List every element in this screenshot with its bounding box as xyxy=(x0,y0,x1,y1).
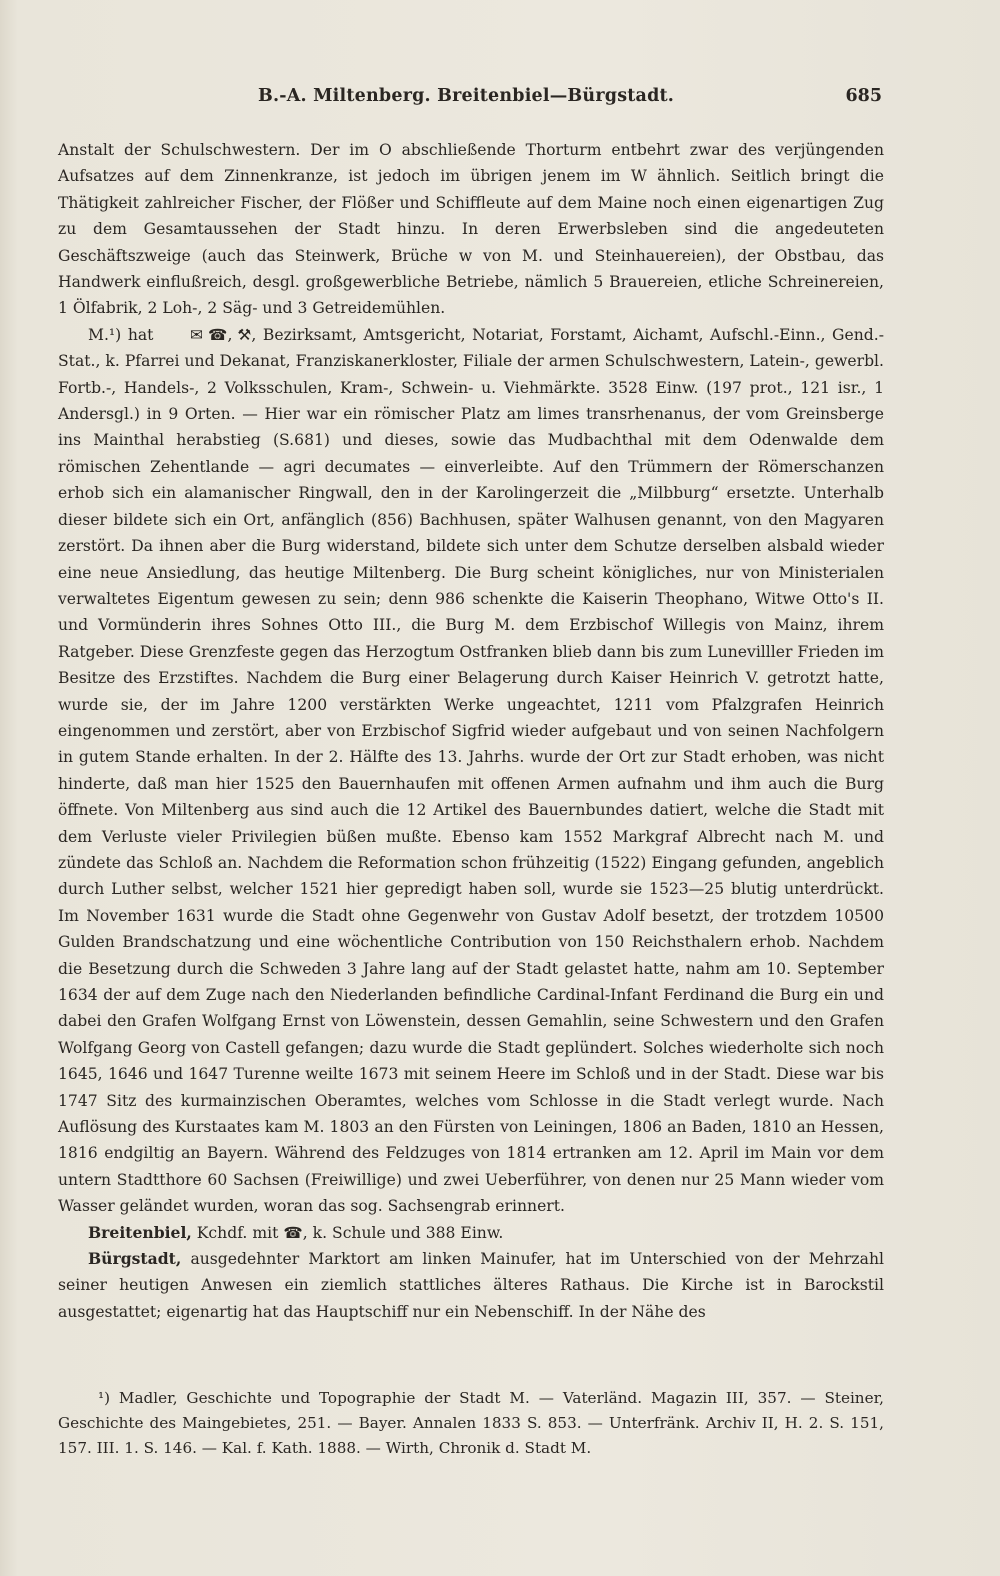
place-name-breitenbiel: Breitenbiel, xyxy=(88,1222,192,1242)
place-name-buergstadt: Bürgstadt, xyxy=(88,1249,182,1269)
footnotes xyxy=(58,1386,884,1461)
paragraph-body: Bezirksamt, Amtsgericht, Notariat, Forstamt, Aichamt, Aufschl.-Einn., Gend.-Stat., k. Pfarrei und Dekanat, Franziskanerkloster, Filiale der armen Schulschwestern, Latein-, gewerbl. Fortb.-, Handels-, 2 Volksschulen, Kram-, Schwein- u. Viehmärkte. 3528 Einw. (197 prot., 121 isr., 1 Andersgl.) in 9 Orten. — Hier war ein römischer Platz am limes transrhenanus, der vom Greinsberge ins Mainthal herabstieg (S.681) und dieses, sowie das Mudbachthal mit dem Odenwalde dem römischen Zehentlande — agri decumates — einverleibte. Auf den Trümmern der Römerschanzen erhob sich ein alamanischer Ringwall, den in der Karolingerzeit die „Milbburg“ ersetzte. Unterhalb dieser bildete sich ein Ort, anfänglich (856) Bachhusen, später Walhusen genannt, von den Magyaren zerstört. Da ihnen aber die Burg widerstand, bildete sich unter dem Schutze derselben alsbald wieder eine neue Ansiedlung, das heutige Miltenberg. Die Burg scheint königliches, nur von Ministerialen verwaltetes Eigentum gewesen zu sein; denn 986 schenkte die Kaiserin Theophano, Witwe Otto's II. und Vormünderin ihres Sohnes Otto III., die Burg M. dem Erzbischof Willegis von Mainz, ihrem Ratgeber. Diese Grenzfeste gegen das Herzogtum Ostfranken blieb dann bis zum Lunevilller Frieden im Besitze des Erzstiftes. Nachdem die Burg einer Belagerung durch Kaiser Heinrich V. getrotzt hatte, wurde sie, der im Jahre 1200 verstärkten Werke ungeachtet, 1211 vom Pfalzgrafen Heinrich eingenommen und zerstört, aber von Erzbischof Sigfrid wieder aufgebaut und von seinen Nachfolgern in gutem Stande erhalten. In der 2. Hälfte des 13. Jahrhs. wurde der Ort zur Stadt erhoben, was nicht hinderte, daß man hier 1525 den Bauernhaufen mit offenen Armen aufnahm und ihm auch die Burg öffnete. Von Miltenberg aus sind auch die 12 Artikel des Bauernbundes datiert, welche die Stadt mit dem Verluste vieler Privilegien büßen mußte. Ebenso kam 1552 Markgraf Albrecht nach M. und zündete das Schloß an. Nachdem die Reformation schon frühzeitig (1522) Eingang gefunden, angeblich durch Luther selbst, welcher 1521 hier gepredigt haben soll, wurde sie 1523—25 blutig unterdrückt. Im November 1631 wurde die Stadt ohne Gegenwehr von Gustav Adolf besetzt, der trotzdem 10500 Gulden Brandschatzung und eine wöchentliche Contribution von 150 Reichsthalern erhob. Nachdem die Besetzung durch die Schweden 3 Jahre lang auf der Stadt gelastet hatte, nahm am 10. September 1634 der auf dem Zuge nach den Niederlanden befindliche Cardinal-Infant Ferdinand die Burg ein und dabei den Grafen Wolfgang Ernst von Löwenstein, dessen Gemahlin, seine Schwestern und den Grafen Wolfgang Georg von Castell gefangen; dazu wurde die Stadt geplündert. Solches wiederholte sich noch 1645, 1646 und 1647 Turenne weilte 1673 mit seinem Heere im Schloß und in der Stadt. Diese war bis 1747 Sitz des kurmainzischen Oberamtes, welches vom Schlosse in die Stadt verlegt wurde. Nach Auflösung des Kurstaates kam M. 1803 an den Fürsten von Leiningen, 1806 an Baden, 1810 an Hessen, 1816 endgiltig an Bayern. Während des Feldzuges von 1814 ertranken am 12. April im Main vor dem untern Stadtthore 60 Sachsen (Freiwillige) und zwei Ueberführer, von denen nur 25 Mann wieder vom Wasser geländet wurden, woran das sog. Sachsengrab erinnert. xyxy=(58,325,884,1216)
running-head: B.-A. Miltenberg. Breitenbiel—Bürgstadt. xyxy=(258,86,675,106)
paragraph-buergstadt xyxy=(58,1246,884,1325)
main-text xyxy=(58,137,884,1325)
footnote-1: ¹) Madler, Geschichte und Topographie der Stadt M. — Vaterländ. Magazin III, 357. — Steiner, Geschichte des Maingebietes, 251. — Bayer. Annalen 1833 S. 853. — Unterfränk. Archiv II, H. 2. S. 151, 157. III. 1. S. 146. — Kal. f. Kath. 1888. — Wirth, Chronik d. Stadt M. xyxy=(58,1389,884,1457)
post-telegraph-icons: ✉ ☎, ⚒, xyxy=(190,325,257,344)
paragraph-anstalt: Anstalt der Schulschwestern. Der im O abschließende Thorturm entbehrt zwar des verjüngenden Aufsatzes auf dem Zinnenkranze, ist jedoch im übrigen jenem im W ähnlich. Seitlich bringt die Thätigkeit zahlreicher Fischer, der Flößer und Schiffleute auf dem Maine noch einen eigenartigen Zug zu dem Gesamtaussehen der Stadt hinzu. In deren Erwerbsleben sind die angedeuteten Geschäftszweige (auch das Steinwerk, Brüche w von M. und Steinhauereien), der Obstbau, das Handwerk einflußreich, desgl. großgewerbliche Betriebe, nämlich 5 Brauereien, etliche Schreinereien, 1 Ölfabrik, 2 Loh-, 2 Säg- und 3 Getreidemühlen. xyxy=(58,141,884,318)
paragraph-body: Kchdf. mit ☎, k. Schule und 388 Einw. xyxy=(196,1223,504,1242)
page-number: 685 xyxy=(845,86,882,106)
paragraph-miltenberg xyxy=(58,322,884,1220)
paragraph-breitenbiel xyxy=(58,1220,884,1246)
page-header xyxy=(58,86,882,112)
paragraph-lead: M.¹) hat xyxy=(88,325,154,344)
paragraph-body: ausgedehnter Marktort am linken Mainufer, hat im Unterschied von der Mehrzahl seiner heutigen Anwesen ein ziemlich stattliches älteres Rathaus. Die Kirche ist in Barockstil ausgestattet; eigenartig hat das Hauptschiff nur ein Nebenschiff. In der Nähe des xyxy=(58,1250,884,1321)
